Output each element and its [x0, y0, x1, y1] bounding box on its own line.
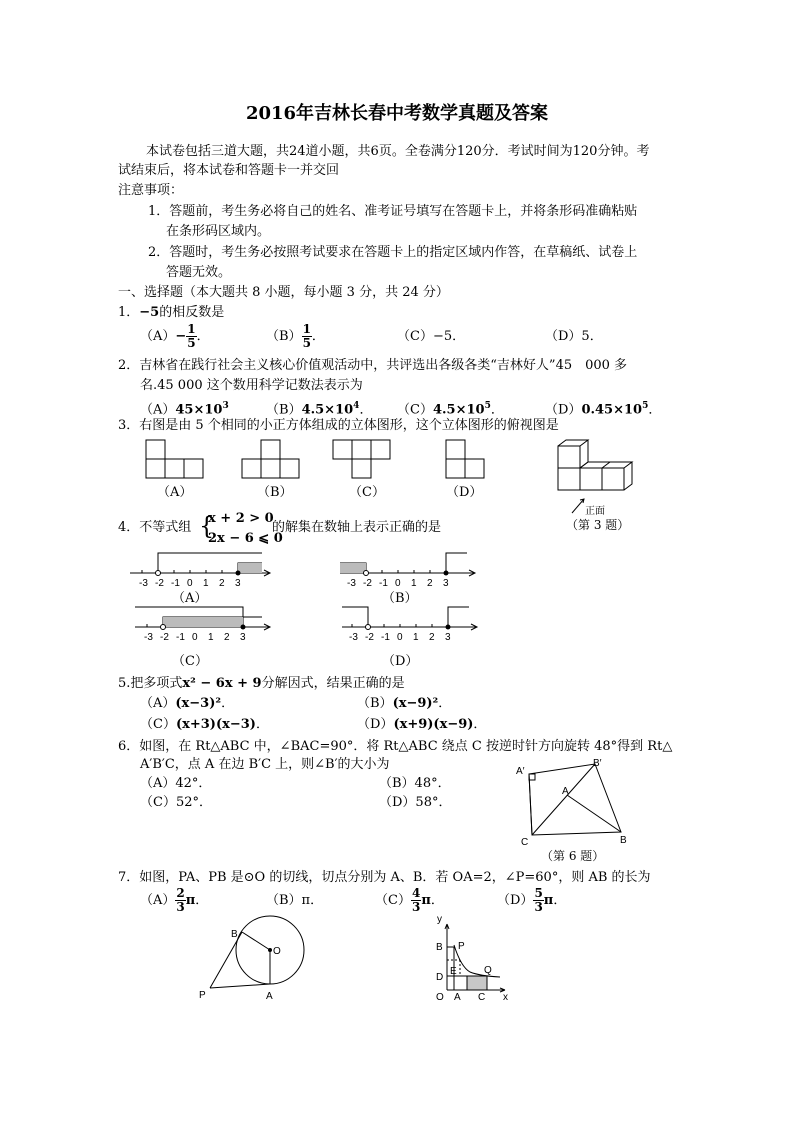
intro-line-1: 本试卷包括三道大题，共24道小题，共6页。全卷满分120分．考试时间为120分钟。考 [146, 144, 650, 159]
q7-fig2-label-p: P [458, 941, 465, 952]
q4-line-b-tick-label: 1 [411, 578, 417, 589]
front-label: 正面 [585, 506, 605, 517]
q4-line-d-tick-label: 3 [445, 632, 451, 643]
q7-option-d: （D） $\frac{5}{3}$ π． [497, 886, 567, 914]
q3-stem: 3．右图是由 5 个相同的小正方体组成的立体图形，这个立体图形的俯视图是 [118, 418, 559, 433]
q4-line-c-tick-label: -3 [144, 632, 153, 643]
page-title: 2016年吉林长春中考数学真题及答案 [245, 103, 549, 124]
note-1-line-2: 在条形码区域内。 [166, 224, 271, 239]
q6-label-b-prime: B′ [593, 758, 602, 769]
q2-option-b: $(B)4.5\times 10^4$． [266, 401, 373, 418]
q4-line-a-tick-label: 0 [187, 578, 193, 589]
q4-line-a-tick-label: -1 [171, 578, 180, 589]
q4-line-b-tick-label: 0 [395, 578, 401, 589]
q4-line-d-tick-label: -1 [381, 632, 390, 643]
q4-ineq-2: 2x − 6 ⩽ 0 [208, 531, 283, 546]
note-2-line-1: 2．答题时，考生务必按照考试要求在答题卡上的指定区域内作答，在草稿纸、试卷上 [148, 245, 638, 260]
q4-label-b: （B） [382, 591, 418, 606]
q4-line-c-tick-label: 1 [208, 632, 214, 643]
q1-option-c: （C）−5． [397, 329, 466, 344]
q7-option-b: （B）π． [266, 893, 324, 908]
note-1-line-1: 1．答题前，考生务必将自己的姓名、准考证号填写在答题卡上，并将条形码准确粘贴 [148, 204, 638, 219]
q4-line-b-tick-label: 2 [427, 578, 433, 589]
notes-heading: 注意事项： [118, 183, 184, 198]
q4-line-c-tick-label: 0 [192, 632, 198, 643]
q6-option-c: （C）52°． [140, 795, 212, 810]
q6-label-a-prime: A′ [516, 766, 525, 777]
q7-fig1-label-a: A [266, 991, 273, 1002]
q4-label-d: （D） [382, 654, 419, 669]
q6-caption: （第 6 题） [541, 849, 605, 863]
q6-stem-line-1: 6．如图，在 Rt△ABC 中，∠BAC=90°．将 Rt△ABC 绕点 C 按逆时针方向旋转 48°得到 Rt△ [118, 739, 673, 754]
q6-label-c: C [521, 837, 529, 848]
q4-line-c-tick-label: 3 [240, 632, 246, 643]
q1-option-b: （B） $\frac{1}{5}$ ． [266, 322, 325, 350]
q3-label-b: （B） [257, 485, 293, 500]
q4-stem-prefix: 4．不等式组 [118, 520, 192, 535]
q7-fig1-label-o: O [273, 946, 281, 957]
q2-stem-line-2: 名.45 000 这个数用科学记数法表示为 [140, 378, 363, 393]
q4-line-d-tick-label: -2 [365, 632, 374, 643]
q3-label-a: （A） [157, 485, 193, 500]
intro-line-2: 试结束后，将本试卷和答题卡一并交回 [118, 163, 340, 178]
q6-label-b: B [620, 835, 627, 846]
q2-option-d: $(D)0.45\times 10^5$． [545, 401, 662, 418]
q5-option-a: （A）(x−3)²． [140, 696, 235, 711]
q2-option-c: $(C)4.5\times 10^5$． [397, 401, 504, 418]
q4-label-c: （C） [172, 654, 208, 669]
q2-option-a: $(A)45\times 10^3$ [140, 401, 229, 418]
q4-line-c-tick-label: -1 [176, 632, 185, 643]
q4-line-a-tick-label: -3 [139, 578, 148, 589]
q6-stem-line-2: A′B′C，点 A 在边 B′C 上，则∠B′的大小为 [140, 757, 390, 772]
q7-fig2-label-b: B [436, 942, 443, 953]
q6-option-a: （A）42°． [140, 776, 212, 791]
q4-line-a-tick-label: 2 [219, 578, 225, 589]
q4-ineq-1: x + 2 > 0 [208, 511, 274, 526]
q3-caption: （第 3 题） [566, 518, 630, 532]
q5-stem: 5.把多项式x² − 6x + 9分解因式，结果正确的是 [118, 676, 405, 691]
note-2-line-2: 答题无效。 [166, 265, 232, 280]
q4-line-d-tick-label: 1 [413, 632, 419, 643]
q4-line-c-tick-label: -2 [160, 632, 169, 643]
q1-stem: 1．−5的相反数是 [118, 305, 225, 320]
q4-line-a-tick-label: 3 [235, 578, 241, 589]
q7-fig2-label-o: O [436, 992, 444, 1003]
q7-fig2-label-c: C [478, 992, 486, 1003]
q3-label-d: （D） [446, 485, 483, 500]
q4-line-b-tick-label: 3 [443, 578, 449, 589]
q6-label-a: A [562, 786, 569, 797]
q3-label-c: （C） [349, 485, 385, 500]
q4-line-a-tick-label: -2 [155, 578, 164, 589]
q6-option-b: （B）48°． [379, 776, 451, 791]
q4-line-d-tick-label: -3 [349, 632, 358, 643]
q4-brace: { [199, 512, 215, 540]
q7-stem: 7．如图，PA、PB 是⊙O 的切线，切点分别为 A、B．若 OA=2，∠P=60°，则 AB 的长为 [118, 870, 651, 885]
q7-fig2-label-e: E [450, 966, 457, 977]
q7-option-a: （A） $\frac{2}{3}$ π． [140, 886, 209, 914]
q5-option-b: （B）(x−9)²． [357, 696, 452, 711]
q6-option-d: （D）58°． [379, 795, 452, 810]
q7-fig1-label-p: P [199, 990, 206, 1001]
q4-line-b-tick-label: -3 [347, 578, 356, 589]
q7-fig2-label-a: A [454, 992, 461, 1003]
q5-option-c: （C）(x+3)(x−3)． [140, 717, 269, 732]
q4-line-c-tick-label: 2 [224, 632, 230, 643]
section-1-heading: 一、选择题（本大题共 8 小题，每小题 3 分，共 24 分） [118, 285, 449, 300]
q5-option-d: （D）(x+9)(x−9)． [357, 717, 487, 732]
q4-line-d-tick-label: 0 [397, 632, 403, 643]
q4-label-a: （A） [172, 591, 208, 606]
q4-line-d-tick-label: 2 [429, 632, 435, 643]
q4-line-a-tick-label: 1 [203, 578, 209, 589]
q7-option-c: （C） $\frac{4}{3}$ π． [375, 886, 444, 914]
q7-fig1-label-b: B [231, 929, 238, 940]
q1-option-d: （D）5． [545, 329, 603, 344]
q7-fig2-label-y: y [437, 914, 442, 925]
q4-line-b-tick-label: -1 [379, 578, 388, 589]
q7-shaded-rect [467, 976, 487, 990]
q2-stem-line-1: 2．吉林省在践行社会主义核心价值观活动中，共评选出各级各类“吉林好人”45 000 多 [118, 358, 628, 373]
q1-option-a: （A）− $\frac{1}{5}$ ． [140, 322, 210, 350]
q7-fig2-label-x: x [503, 992, 508, 1003]
q7-fig2-label-q: Q [484, 965, 492, 976]
q4-line-b-tick-label: -2 [363, 578, 372, 589]
q7-fig2-label-d: D [436, 972, 444, 983]
q4-stem-suffix: 的解集在数轴上表示正确的是 [272, 520, 442, 535]
